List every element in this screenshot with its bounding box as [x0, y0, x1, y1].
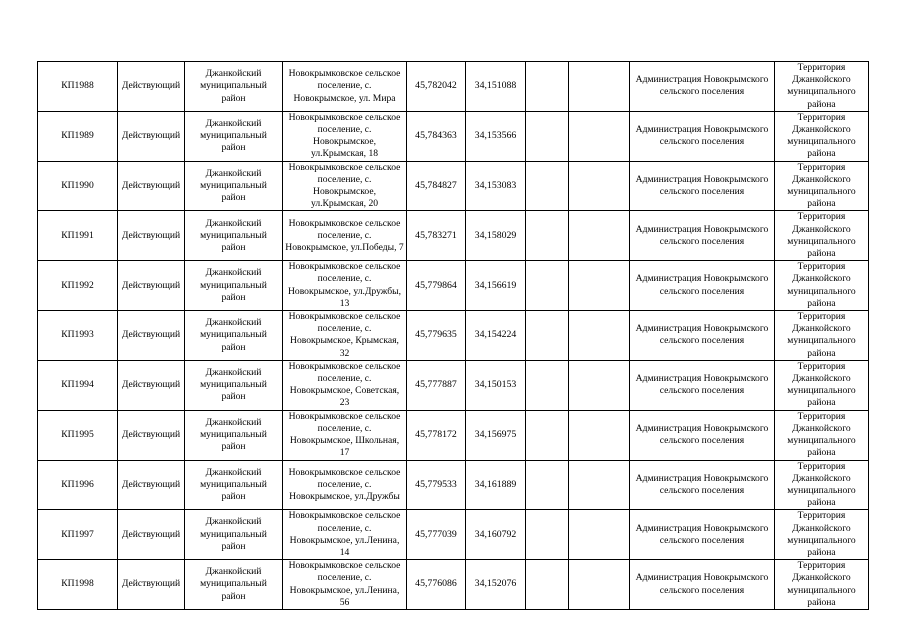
table-row	[38, 360, 869, 410]
cell-status: Действующий	[118, 460, 185, 510]
cell-longitude: 34,161889	[466, 460, 526, 510]
cell-id: КП1992	[38, 261, 118, 311]
cell-empty-8	[569, 211, 630, 261]
cell-territory: Территория Джанкойского муниципального района	[775, 360, 869, 410]
cell-owner: Администрация Новокрымского сельского поселения	[630, 111, 775, 161]
cell-longitude: 34,150153	[466, 360, 526, 410]
cell-latitude: 45,778172	[407, 410, 466, 460]
cell-owner: Администрация Новокрымского сельского поселения	[630, 410, 775, 460]
table-row	[38, 211, 869, 261]
cell-address: Новокрымковское сельское поселение, с. Новокрымское, Школьная, 17	[283, 410, 407, 460]
cell-empty-8	[569, 460, 630, 510]
cell-status: Действующий	[118, 111, 185, 161]
cell-empty-8	[569, 261, 630, 311]
cell-district: Джанкойский муниципальный район	[185, 211, 283, 261]
cell-empty-8	[569, 560, 630, 610]
cell-empty-7	[526, 211, 569, 261]
table-body	[38, 62, 869, 610]
cell-address: Новокрымковское сельское поселение, с. Новокрымское, ул.Дружбы, 13	[283, 261, 407, 311]
cell-id: КП1997	[38, 510, 118, 560]
cell-latitude: 45,777887	[407, 360, 466, 410]
cell-empty-8	[569, 311, 630, 361]
table-row	[38, 62, 869, 112]
cell-id: КП1990	[38, 161, 118, 211]
cell-address: Новокрымковское сельское поселение, с. Новокрымское, ул.Ленина, 14	[283, 510, 407, 560]
cell-status: Действующий	[118, 211, 185, 261]
cell-status: Действующий	[118, 62, 185, 112]
cell-empty-8	[569, 161, 630, 211]
cell-id: КП1989	[38, 111, 118, 161]
cell-empty-8	[569, 111, 630, 161]
cell-territory: Территория Джанкойского муниципального района	[775, 510, 869, 560]
cell-latitude: 45,784827	[407, 161, 466, 211]
cell-empty-7	[526, 111, 569, 161]
cell-address: Новокрымковское сельское поселение, с. Новокрымское, ул.Победы, 7	[283, 211, 407, 261]
table-row	[38, 311, 869, 361]
cell-latitude: 45,779864	[407, 261, 466, 311]
cell-longitude: 34,153083	[466, 161, 526, 211]
cell-empty-7	[526, 261, 569, 311]
cell-longitude: 34,156975	[466, 410, 526, 460]
cell-status: Действующий	[118, 510, 185, 560]
cell-district: Джанкойский муниципальный район	[185, 62, 283, 112]
cell-empty-8	[569, 410, 630, 460]
table-row	[38, 410, 869, 460]
cell-latitude: 45,784363	[407, 111, 466, 161]
cell-id: КП1998	[38, 560, 118, 610]
cell-id: КП1991	[38, 211, 118, 261]
cell-longitude: 34,151088	[466, 62, 526, 112]
cell-owner: Администрация Новокрымского сельского поселения	[630, 510, 775, 560]
table-row	[38, 560, 869, 610]
cell-latitude: 45,779635	[407, 311, 466, 361]
cell-latitude: 45,783271	[407, 211, 466, 261]
cell-address: Новокрымковское сельское поселение, с. Новокрымское, ул.Крымская, 18	[283, 111, 407, 161]
cell-owner: Администрация Новокрымского сельского поселения	[630, 460, 775, 510]
cell-latitude: 45,776086	[407, 560, 466, 610]
cell-empty-7	[526, 62, 569, 112]
cell-status: Действующий	[118, 261, 185, 311]
cell-territory: Территория Джанкойского муниципального района	[775, 211, 869, 261]
cell-territory: Территория Джанкойского муниципального района	[775, 311, 869, 361]
cell-territory: Территория Джанкойского муниципального района	[775, 161, 869, 211]
cell-longitude: 34,158029	[466, 211, 526, 261]
cell-owner: Администрация Новокрымского сельского поселения	[630, 311, 775, 361]
cell-empty-8	[569, 510, 630, 560]
cell-id: КП1995	[38, 410, 118, 460]
cell-empty-8	[569, 62, 630, 112]
cell-district: Джанкойский муниципальный район	[185, 560, 283, 610]
cell-latitude: 45,777039	[407, 510, 466, 560]
cell-territory: Территория Джанкойского муниципального района	[775, 410, 869, 460]
cell-address: Новокрымковское сельское поселение, с. Новокрымское, ул.Ленина, 56	[283, 560, 407, 610]
cell-status: Действующий	[118, 410, 185, 460]
cell-empty-7	[526, 410, 569, 460]
cell-id: КП1996	[38, 460, 118, 510]
cell-empty-7	[526, 161, 569, 211]
cell-longitude: 34,160792	[466, 510, 526, 560]
cell-district: Джанкойский муниципальный район	[185, 161, 283, 211]
cell-district: Джанкойский муниципальный район	[185, 311, 283, 361]
cell-status: Действующий	[118, 360, 185, 410]
cell-longitude: 34,154224	[466, 311, 526, 361]
cell-status: Действующий	[118, 311, 185, 361]
document-page	[37, 61, 868, 610]
cell-district: Джанкойский муниципальный район	[185, 510, 283, 560]
cell-owner: Администрация Новокрымского сельского поселения	[630, 360, 775, 410]
cell-id: КП1994	[38, 360, 118, 410]
cell-territory: Территория Джанкойского муниципального района	[775, 560, 869, 610]
table-row	[38, 111, 869, 161]
cell-district: Джанкойский муниципальный район	[185, 261, 283, 311]
table-row	[38, 460, 869, 510]
cell-district: Джанкойский муниципальный район	[185, 360, 283, 410]
cell-address: Новокрымковское сельское поселение, с. Новокрымское, Крымская, 32	[283, 311, 407, 361]
cell-empty-7	[526, 510, 569, 560]
cell-owner: Администрация Новокрымского сельского поселения	[630, 211, 775, 261]
registry-table	[37, 61, 869, 610]
cell-address: Новокрымковское сельское поселение, с. Новокрымское, Советская, 23	[283, 360, 407, 410]
cell-address: Новокрымковское сельское поселение, с. Новокрымское, ул.Крымская, 20	[283, 161, 407, 211]
cell-longitude: 34,156619	[466, 261, 526, 311]
cell-longitude: 34,152076	[466, 560, 526, 610]
cell-district: Джанкойский муниципальный район	[185, 460, 283, 510]
cell-territory: Территория Джанкойского муниципального района	[775, 62, 869, 112]
cell-empty-7	[526, 560, 569, 610]
cell-latitude: 45,782042	[407, 62, 466, 112]
cell-territory: Территория Джанкойского муниципального района	[775, 460, 869, 510]
cell-owner: Администрация Новокрымского сельского поселения	[630, 161, 775, 211]
cell-id: КП1988	[38, 62, 118, 112]
cell-district: Джанкойский муниципальный район	[185, 111, 283, 161]
cell-id: КП1993	[38, 311, 118, 361]
cell-empty-7	[526, 311, 569, 361]
cell-status: Действующий	[118, 560, 185, 610]
cell-latitude: 45,779533	[407, 460, 466, 510]
cell-address: Новокрымковское сельское поселение, с. Новокрымское, ул.Дружбы	[283, 460, 407, 510]
cell-empty-7	[526, 360, 569, 410]
cell-district: Джанкойский муниципальный район	[185, 410, 283, 460]
cell-status: Действующий	[118, 161, 185, 211]
cell-address: Новокрымковское сельское поселение, с. Новокрымское, ул. Мира	[283, 62, 407, 112]
table-row	[38, 161, 869, 211]
cell-owner: Администрация Новокрымского сельского поселения	[630, 560, 775, 610]
cell-empty-7	[526, 460, 569, 510]
cell-owner: Администрация Новокрымского сельского поселения	[630, 62, 775, 112]
cell-owner: Администрация Новокрымского сельского поселения	[630, 261, 775, 311]
cell-longitude: 34,153566	[466, 111, 526, 161]
table-row	[38, 261, 869, 311]
table-row	[38, 510, 869, 560]
cell-empty-8	[569, 360, 630, 410]
cell-territory: Территория Джанкойского муниципального района	[775, 111, 869, 161]
cell-territory: Территория Джанкойского муниципального района	[775, 261, 869, 311]
